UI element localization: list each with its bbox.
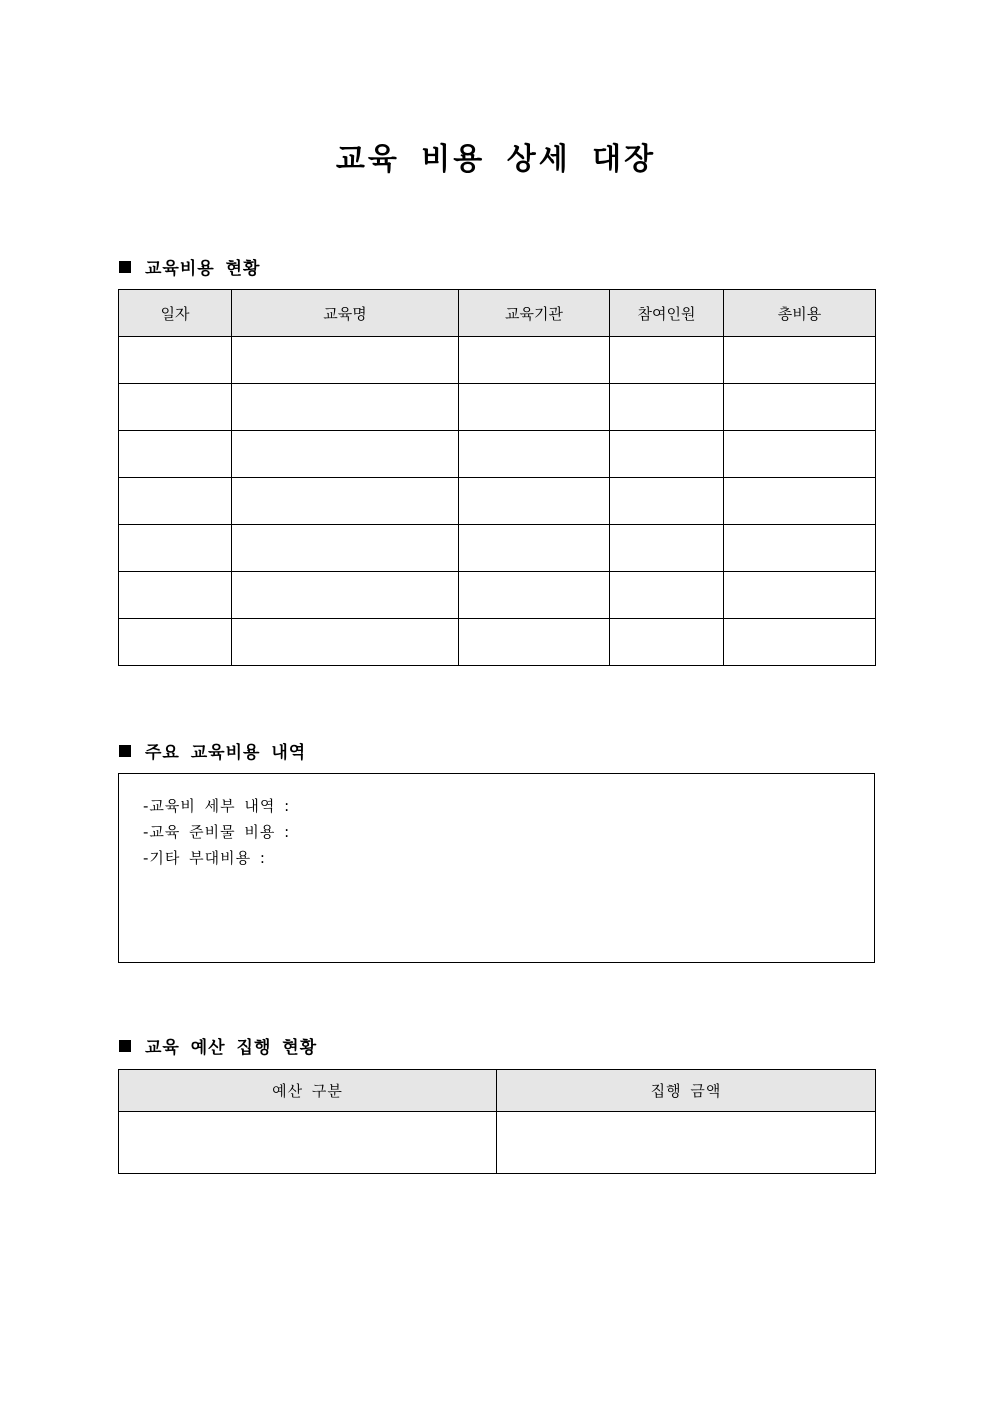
table-cell[interactable] xyxy=(610,525,724,572)
table-cell[interactable] xyxy=(119,431,232,478)
table-row xyxy=(119,478,876,525)
table-cell[interactable] xyxy=(119,478,232,525)
document-title: 교육 비용 상세 대장 xyxy=(335,142,657,177)
table-cell[interactable] xyxy=(724,384,876,431)
table-cell[interactable] xyxy=(724,525,876,572)
column-header-budget-category: 예산 구분 xyxy=(119,1070,497,1112)
table-cell[interactable] xyxy=(724,478,876,525)
table-cell[interactable] xyxy=(610,337,724,384)
table-cell[interactable] xyxy=(459,619,610,666)
table-row xyxy=(119,337,876,384)
table-cell[interactable] xyxy=(459,478,610,525)
detail-line-tuition: -교육비 세부 내역 : xyxy=(143,797,291,815)
table-cell[interactable] xyxy=(119,1112,497,1174)
cost-status-table xyxy=(118,289,876,666)
table-cell[interactable] xyxy=(232,431,459,478)
table-cell[interactable] xyxy=(724,619,876,666)
table-header-row xyxy=(119,290,876,337)
table-cell[interactable] xyxy=(232,572,459,619)
table-cell[interactable] xyxy=(724,337,876,384)
table-cell[interactable] xyxy=(459,572,610,619)
table-row xyxy=(119,572,876,619)
column-header-executed-amount: 집행 금액 xyxy=(497,1070,876,1112)
table-row xyxy=(119,1112,876,1174)
table-cell[interactable] xyxy=(724,572,876,619)
table-cell[interactable] xyxy=(232,337,459,384)
table-cell[interactable] xyxy=(459,384,610,431)
table-cell[interactable] xyxy=(119,384,232,431)
square-bullet-icon xyxy=(119,745,131,757)
section-heading-cost-details xyxy=(119,738,306,763)
detail-line-materials: -교육 준비물 비용 : xyxy=(143,823,291,841)
table-cell[interactable] xyxy=(459,431,610,478)
column-header-institution: 교육기관 xyxy=(459,290,610,337)
budget-execution-table xyxy=(118,1069,876,1174)
table-row xyxy=(119,384,876,431)
table-cell[interactable] xyxy=(610,478,724,525)
cost-details-box[interactable] xyxy=(118,773,875,963)
section-heading-label: 주요 교육비용 내역 xyxy=(145,743,307,763)
column-header-total-cost: 총비용 xyxy=(724,290,876,337)
table-cell[interactable] xyxy=(610,431,724,478)
column-header-date: 일자 xyxy=(119,290,232,337)
section-heading-cost-status xyxy=(119,254,260,279)
table-row xyxy=(119,619,876,666)
table-cell[interactable] xyxy=(610,384,724,431)
table-header-row xyxy=(119,1070,876,1112)
detail-line-incidental: -기타 부대비용 : xyxy=(143,849,266,867)
table-cell[interactable] xyxy=(232,525,459,572)
table-cell[interactable] xyxy=(497,1112,876,1174)
table-cell[interactable] xyxy=(610,572,724,619)
table-cell[interactable] xyxy=(459,525,610,572)
table-cell[interactable] xyxy=(459,337,610,384)
table-row xyxy=(119,525,876,572)
table-cell[interactable] xyxy=(119,525,232,572)
table-cell[interactable] xyxy=(232,478,459,525)
square-bullet-icon xyxy=(119,261,131,273)
table-cell[interactable] xyxy=(610,619,724,666)
section-heading-budget-execution xyxy=(119,1033,317,1058)
column-header-course-name: 교육명 xyxy=(232,290,459,337)
table-row xyxy=(119,431,876,478)
table-cell[interactable] xyxy=(232,384,459,431)
table-cell[interactable] xyxy=(119,337,232,384)
section-heading-label: 교육 예산 집행 현황 xyxy=(145,1038,318,1058)
table-cell[interactable] xyxy=(724,431,876,478)
table-cell[interactable] xyxy=(232,619,459,666)
table-cell[interactable] xyxy=(119,572,232,619)
column-header-participants: 참여인원 xyxy=(610,290,724,337)
section-heading-label: 교육비용 현황 xyxy=(145,259,261,279)
square-bullet-icon xyxy=(119,1040,131,1052)
table-cell[interactable] xyxy=(119,619,232,666)
